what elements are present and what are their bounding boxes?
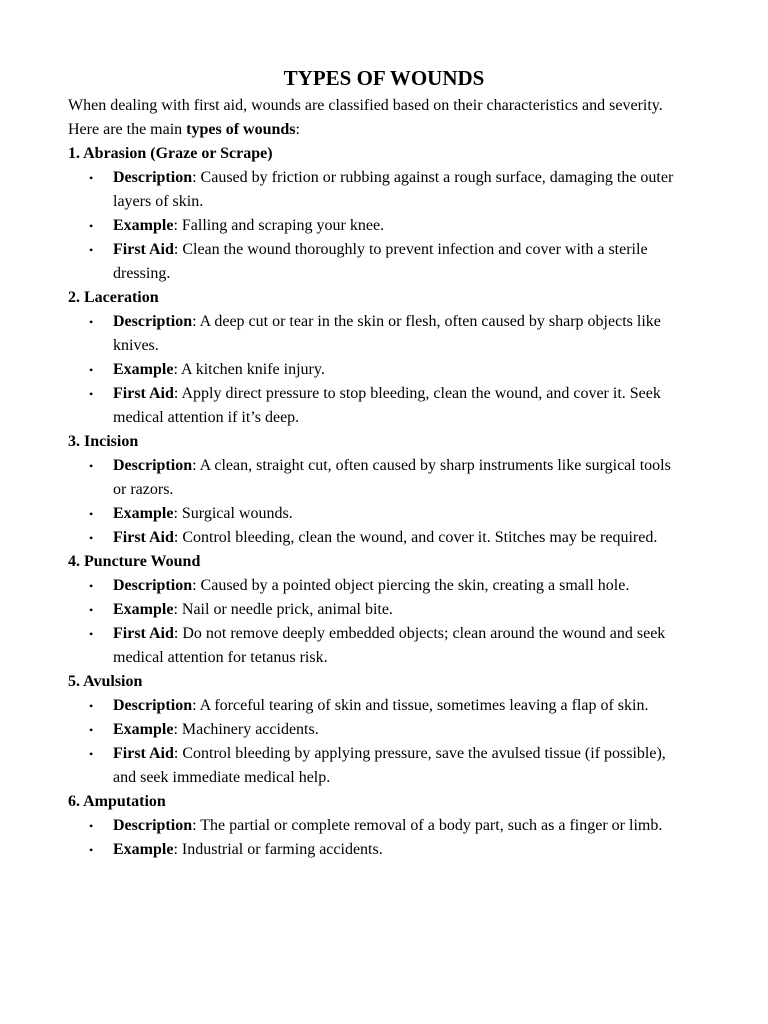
item-text: : Control bleeding, clean the wound, and cover it. Stitches may be required.: [173, 529, 658, 546]
bullet-icon: •: [89, 531, 94, 545]
item-text: : A deep cut or tear in the skin or flesh, often caused by sharp objects like knives.: [113, 313, 661, 354]
list-item: [68, 382, 680, 430]
list-item: [68, 454, 680, 502]
bullet-icon: •: [89, 579, 94, 593]
page-title: TYPES OF WOUNDS: [283, 66, 485, 90]
list-item: [68, 718, 680, 742]
item-label: Example: [113, 505, 174, 522]
bullet-list: [68, 454, 680, 550]
item-label: Description: [113, 697, 193, 714]
bullet-list: [68, 166, 680, 286]
section-heading: 4. Puncture Wound: [68, 553, 201, 570]
item-text: : Do not remove deeply embedded objects; clean around the wound and seek medical attention for tetanus risk.: [113, 625, 666, 666]
item-text: : Control bleeding by applying pressure, save the avulsed tissue (if possible), and seek immediate medical help.: [113, 745, 666, 786]
item-label: First Aid: [113, 241, 174, 258]
item-text: : A kitchen knife injury.: [173, 361, 325, 378]
item-label: Example: [113, 721, 174, 738]
wound-section-puncture: [68, 550, 680, 670]
item-label: Example: [113, 217, 174, 234]
intro-bold-text: types of wounds: [186, 121, 296, 138]
section-heading: 1. Abrasion (Graze or Scrape): [68, 145, 273, 162]
bullet-icon: •: [89, 363, 94, 377]
item-label: Description: [113, 577, 193, 594]
wound-section-avulsion: [68, 670, 680, 790]
intro-end: :: [295, 121, 300, 138]
intro-paragraph: [68, 94, 680, 142]
item-text: : Nail or needle prick, animal bite.: [173, 601, 393, 618]
list-item: [68, 214, 680, 238]
wound-section-laceration: [68, 286, 680, 430]
bullet-list: [68, 814, 680, 862]
list-item: [68, 814, 680, 838]
bullet-icon: •: [89, 171, 94, 185]
item-label: Example: [113, 601, 174, 618]
list-item: [68, 310, 680, 358]
bullet-list: [68, 694, 680, 790]
item-label: Example: [113, 841, 174, 858]
list-item: [68, 742, 680, 790]
list-item: [68, 358, 680, 382]
item-text: : Caused by friction or rubbing against a rough surface, damaging the outer layers of skin.: [113, 169, 674, 210]
list-item: [68, 598, 680, 622]
bullet-icon: •: [89, 603, 94, 617]
item-label: Description: [113, 457, 193, 474]
item-text: : Apply direct pressure to stop bleeding, clean the wound, and cover it. Seek medical attention if it’s deep.: [113, 385, 661, 426]
list-item: [68, 238, 680, 286]
bullet-icon: •: [89, 507, 94, 521]
bullet-icon: •: [89, 819, 94, 833]
item-text: : A forceful tearing of skin and tissue, sometimes leaving a flap of skin.: [192, 697, 649, 714]
section-heading: 2. Laceration: [68, 289, 159, 306]
item-label: Description: [113, 817, 193, 834]
wound-section-amputation: [68, 790, 680, 862]
bullet-icon: •: [89, 843, 94, 857]
list-item: [68, 502, 680, 526]
item-text: : Clean the wound thoroughly to prevent infection and cover with a sterile dressing.: [113, 241, 648, 282]
item-text: : The partial or complete removal of a body part, such as a finger or limb.: [192, 817, 663, 834]
item-text: : Caused by a pointed object piercing the skin, creating a small hole.: [192, 577, 630, 594]
list-item: [68, 622, 680, 670]
section-heading: 6. Amputation: [68, 793, 166, 810]
item-label: Example: [113, 361, 174, 378]
bullet-icon: •: [89, 699, 94, 713]
bullet-icon: •: [89, 627, 94, 641]
list-item: [68, 838, 680, 862]
item-label: First Aid: [113, 745, 174, 762]
wound-section-abrasion: [68, 142, 680, 286]
bullet-list: [68, 310, 680, 430]
wound-section-incision: [68, 430, 680, 550]
list-item: [68, 526, 680, 550]
bullet-icon: •: [89, 219, 94, 233]
item-text: : A clean, straight cut, often caused by sharp instruments like surgical tools or razors.: [113, 457, 671, 498]
bullet-icon: •: [89, 747, 94, 761]
bullet-icon: •: [89, 723, 94, 737]
list-item: [68, 166, 680, 214]
item-text: : Machinery accidents.: [173, 721, 319, 738]
item-label: First Aid: [113, 385, 174, 402]
item-label: Description: [113, 169, 193, 186]
section-heading: 3. Incision: [68, 433, 139, 450]
item-text: : Falling and scraping your knee.: [173, 217, 385, 234]
bullet-list: [68, 574, 680, 670]
bullet-icon: •: [89, 315, 94, 329]
item-label: First Aid: [113, 529, 174, 546]
item-text: : Surgical wounds.: [173, 505, 293, 522]
item-text: : Industrial or farming accidents.: [173, 841, 383, 858]
bullet-icon: •: [89, 459, 94, 473]
list-item: [68, 694, 680, 718]
section-heading: 5. Avulsion: [68, 673, 143, 690]
intro-text: When dealing with first aid, wounds are classified based on their characteristics and severity. Here are the main: [68, 97, 663, 138]
list-item: [68, 574, 680, 598]
item-label: First Aid: [113, 625, 174, 642]
item-label: Description: [113, 313, 193, 330]
bullet-icon: •: [89, 243, 94, 257]
bullet-icon: •: [89, 387, 94, 401]
